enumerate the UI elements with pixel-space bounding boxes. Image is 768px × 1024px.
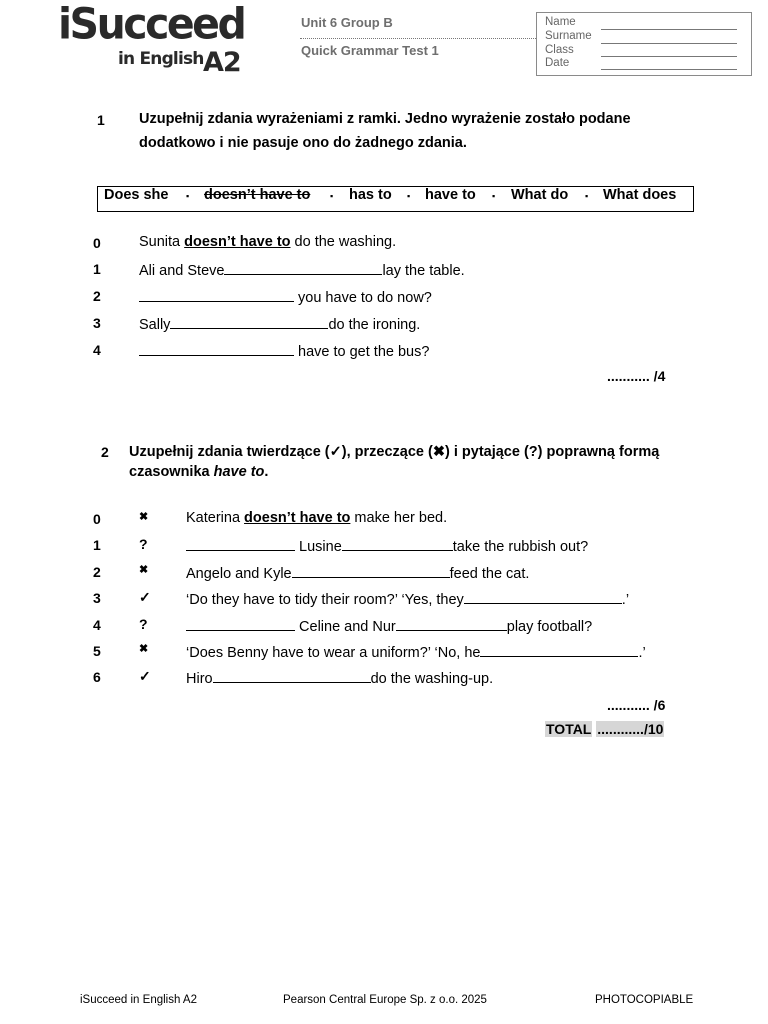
item-number: 5 — [93, 643, 101, 659]
name-field[interactable] — [601, 29, 737, 30]
example-answer: doesn’t have to — [184, 234, 291, 250]
answer-blank[interactable] — [139, 287, 294, 302]
surname-label: Surname — [545, 30, 592, 42]
answer-blank[interactable] — [342, 536, 453, 551]
separator-icon: ▪ — [407, 191, 411, 201]
student-info-box — [536, 12, 752, 76]
answer-blank[interactable] — [224, 260, 382, 275]
name-label: Name — [545, 16, 576, 28]
exercise-instruction — [129, 442, 659, 482]
separator-icon: ▪ — [186, 191, 190, 201]
sentence — [186, 510, 447, 526]
question-mark-icon: ? — [139, 616, 148, 632]
positive-mark-icon: ✓ — [139, 589, 151, 605]
sentence-text: do the washing-up. — [370, 671, 494, 687]
sentence — [139, 341, 429, 360]
date-label: Date — [545, 57, 570, 69]
answer-blank[interactable] — [170, 314, 328, 329]
answer-blank[interactable] — [464, 589, 622, 604]
item-number: 0 — [93, 511, 101, 527]
item-number: 0 — [93, 235, 101, 251]
answer-blank[interactable] — [213, 668, 371, 683]
footer-title: iSucceed in English A2 — [80, 994, 197, 1006]
sentence — [139, 234, 396, 250]
item-number: 1 — [93, 537, 101, 553]
surname-field[interactable] — [601, 43, 737, 44]
logo-level: A2 — [203, 47, 241, 78]
sentence-text: Celine and Nur — [295, 619, 396, 635]
instruction-line: dodatkowo i nie pasuje ono do żadnego zdania. — [139, 135, 467, 151]
logo-subtitle: in English — [118, 49, 204, 69]
sentence-text: Hiro — [186, 671, 213, 687]
sentence-text: play football? — [506, 619, 593, 635]
positive-mark-icon: ✓ — [139, 668, 151, 684]
item-number: 2 — [93, 288, 101, 304]
sentence-text: .’ — [621, 592, 630, 608]
sentence-text: Ali and Steve — [139, 263, 225, 279]
item-number: 4 — [93, 342, 101, 358]
item-number: 1 — [93, 261, 101, 277]
class-label: Class — [545, 44, 574, 56]
logo-wordmark: iSucceed — [58, 0, 245, 50]
word-box-item: Does she — [104, 187, 169, 203]
word-box-item-used: doesn’t have to — [204, 187, 311, 203]
exercise-number: 1 — [97, 112, 105, 128]
sentence-text: ‘Do they have to tidy their room?’ ‘Yes, they — [186, 592, 464, 608]
sentence — [139, 287, 432, 306]
class-field[interactable] — [601, 56, 737, 57]
answer-blank[interactable] — [186, 536, 295, 551]
instruction-text: . — [264, 464, 269, 480]
score-field: ........... /6 — [607, 697, 666, 713]
instruction-line — [129, 462, 659, 482]
score-field: ........... /4 — [607, 368, 666, 384]
item-number: 3 — [93, 315, 101, 331]
total-label: TOTAL — [546, 721, 592, 737]
answer-blank[interactable] — [292, 563, 450, 578]
total-score — [545, 721, 664, 737]
instruction-text: have to — [213, 464, 265, 480]
sentence — [186, 589, 629, 608]
instruction-line: Uzupełnij zdania wyrażeniami z ramki. Jedno wyrażenie zostało podane — [139, 111, 631, 127]
sentence-text: Sally — [139, 317, 171, 333]
sentence — [139, 314, 420, 333]
exercise-number: 2 — [101, 444, 109, 460]
sentence — [139, 260, 465, 279]
sentence — [186, 536, 588, 555]
sentence-text: you have to do now? — [294, 290, 432, 306]
negative-mark-icon: ✖ — [139, 643, 149, 655]
word-box-item: What do — [511, 187, 569, 203]
word-box-item: have to — [425, 187, 476, 203]
question-mark-icon: ? — [139, 536, 148, 552]
sentence-text: Angelo and Kyle — [186, 566, 292, 582]
word-box-item: has to — [349, 187, 392, 203]
sentence-text: feed the cat. — [449, 566, 530, 582]
answer-blank[interactable] — [480, 642, 638, 657]
sentence — [186, 642, 646, 661]
sentence — [186, 616, 592, 635]
test-title: Quick Grammar Test 1 — [301, 43, 439, 58]
sentence-text: make her bed. — [350, 510, 448, 526]
separator-icon: ▪ — [585, 191, 589, 201]
negative-mark-icon: ✖ — [139, 511, 149, 523]
word-box-item: What does — [603, 187, 677, 203]
item-number: 6 — [93, 669, 101, 685]
sentence-text: Katerina — [186, 510, 245, 526]
sentence-text: lay the table. — [382, 263, 465, 279]
sentence — [186, 668, 493, 687]
sentence-text: .’ — [638, 645, 646, 661]
footer-photocopiable: PHOTOCOPIABLE — [595, 994, 694, 1006]
total-value: ............/10 — [597, 721, 664, 737]
footer-copyright: Pearson Central Europe Sp. z o.o. 2025 — [283, 994, 487, 1006]
answer-blank[interactable] — [139, 341, 294, 356]
answer-blank[interactable] — [186, 616, 295, 631]
sentence-text: do the ironing. — [328, 317, 421, 333]
exercise-instruction — [139, 107, 631, 155]
item-number: 4 — [93, 617, 101, 633]
sentence-text: ‘Does Benny have to wear a uniform?’ ‘No, he — [186, 645, 481, 661]
sentence-text: have to get the bus? — [294, 344, 430, 360]
negative-mark-icon: ✖ — [139, 564, 149, 576]
example-answer: doesn’t have to — [244, 510, 351, 526]
sentence-text: Lusine — [295, 539, 342, 555]
instruction-text: czasownika — [129, 464, 214, 480]
separator-icon: ▪ — [330, 191, 334, 201]
item-number: 3 — [93, 590, 101, 606]
sentence-text: take the rubbish out? — [452, 539, 589, 555]
date-field[interactable] — [601, 69, 737, 70]
item-number: 2 — [93, 564, 101, 580]
answer-blank[interactable] — [396, 616, 507, 631]
sentence — [186, 563, 529, 582]
unit-label: Unit 6 Group B — [301, 15, 393, 30]
instruction-line: Uzupełnij zdania twierdzące (✓), przeczące (✖) i pytające (?) poprawną formą — [129, 444, 660, 460]
separator-icon: ▪ — [492, 191, 496, 201]
sentence-text: Sunita — [139, 234, 185, 250]
header-divider — [300, 38, 536, 39]
sentence-text: do the washing. — [290, 234, 397, 250]
